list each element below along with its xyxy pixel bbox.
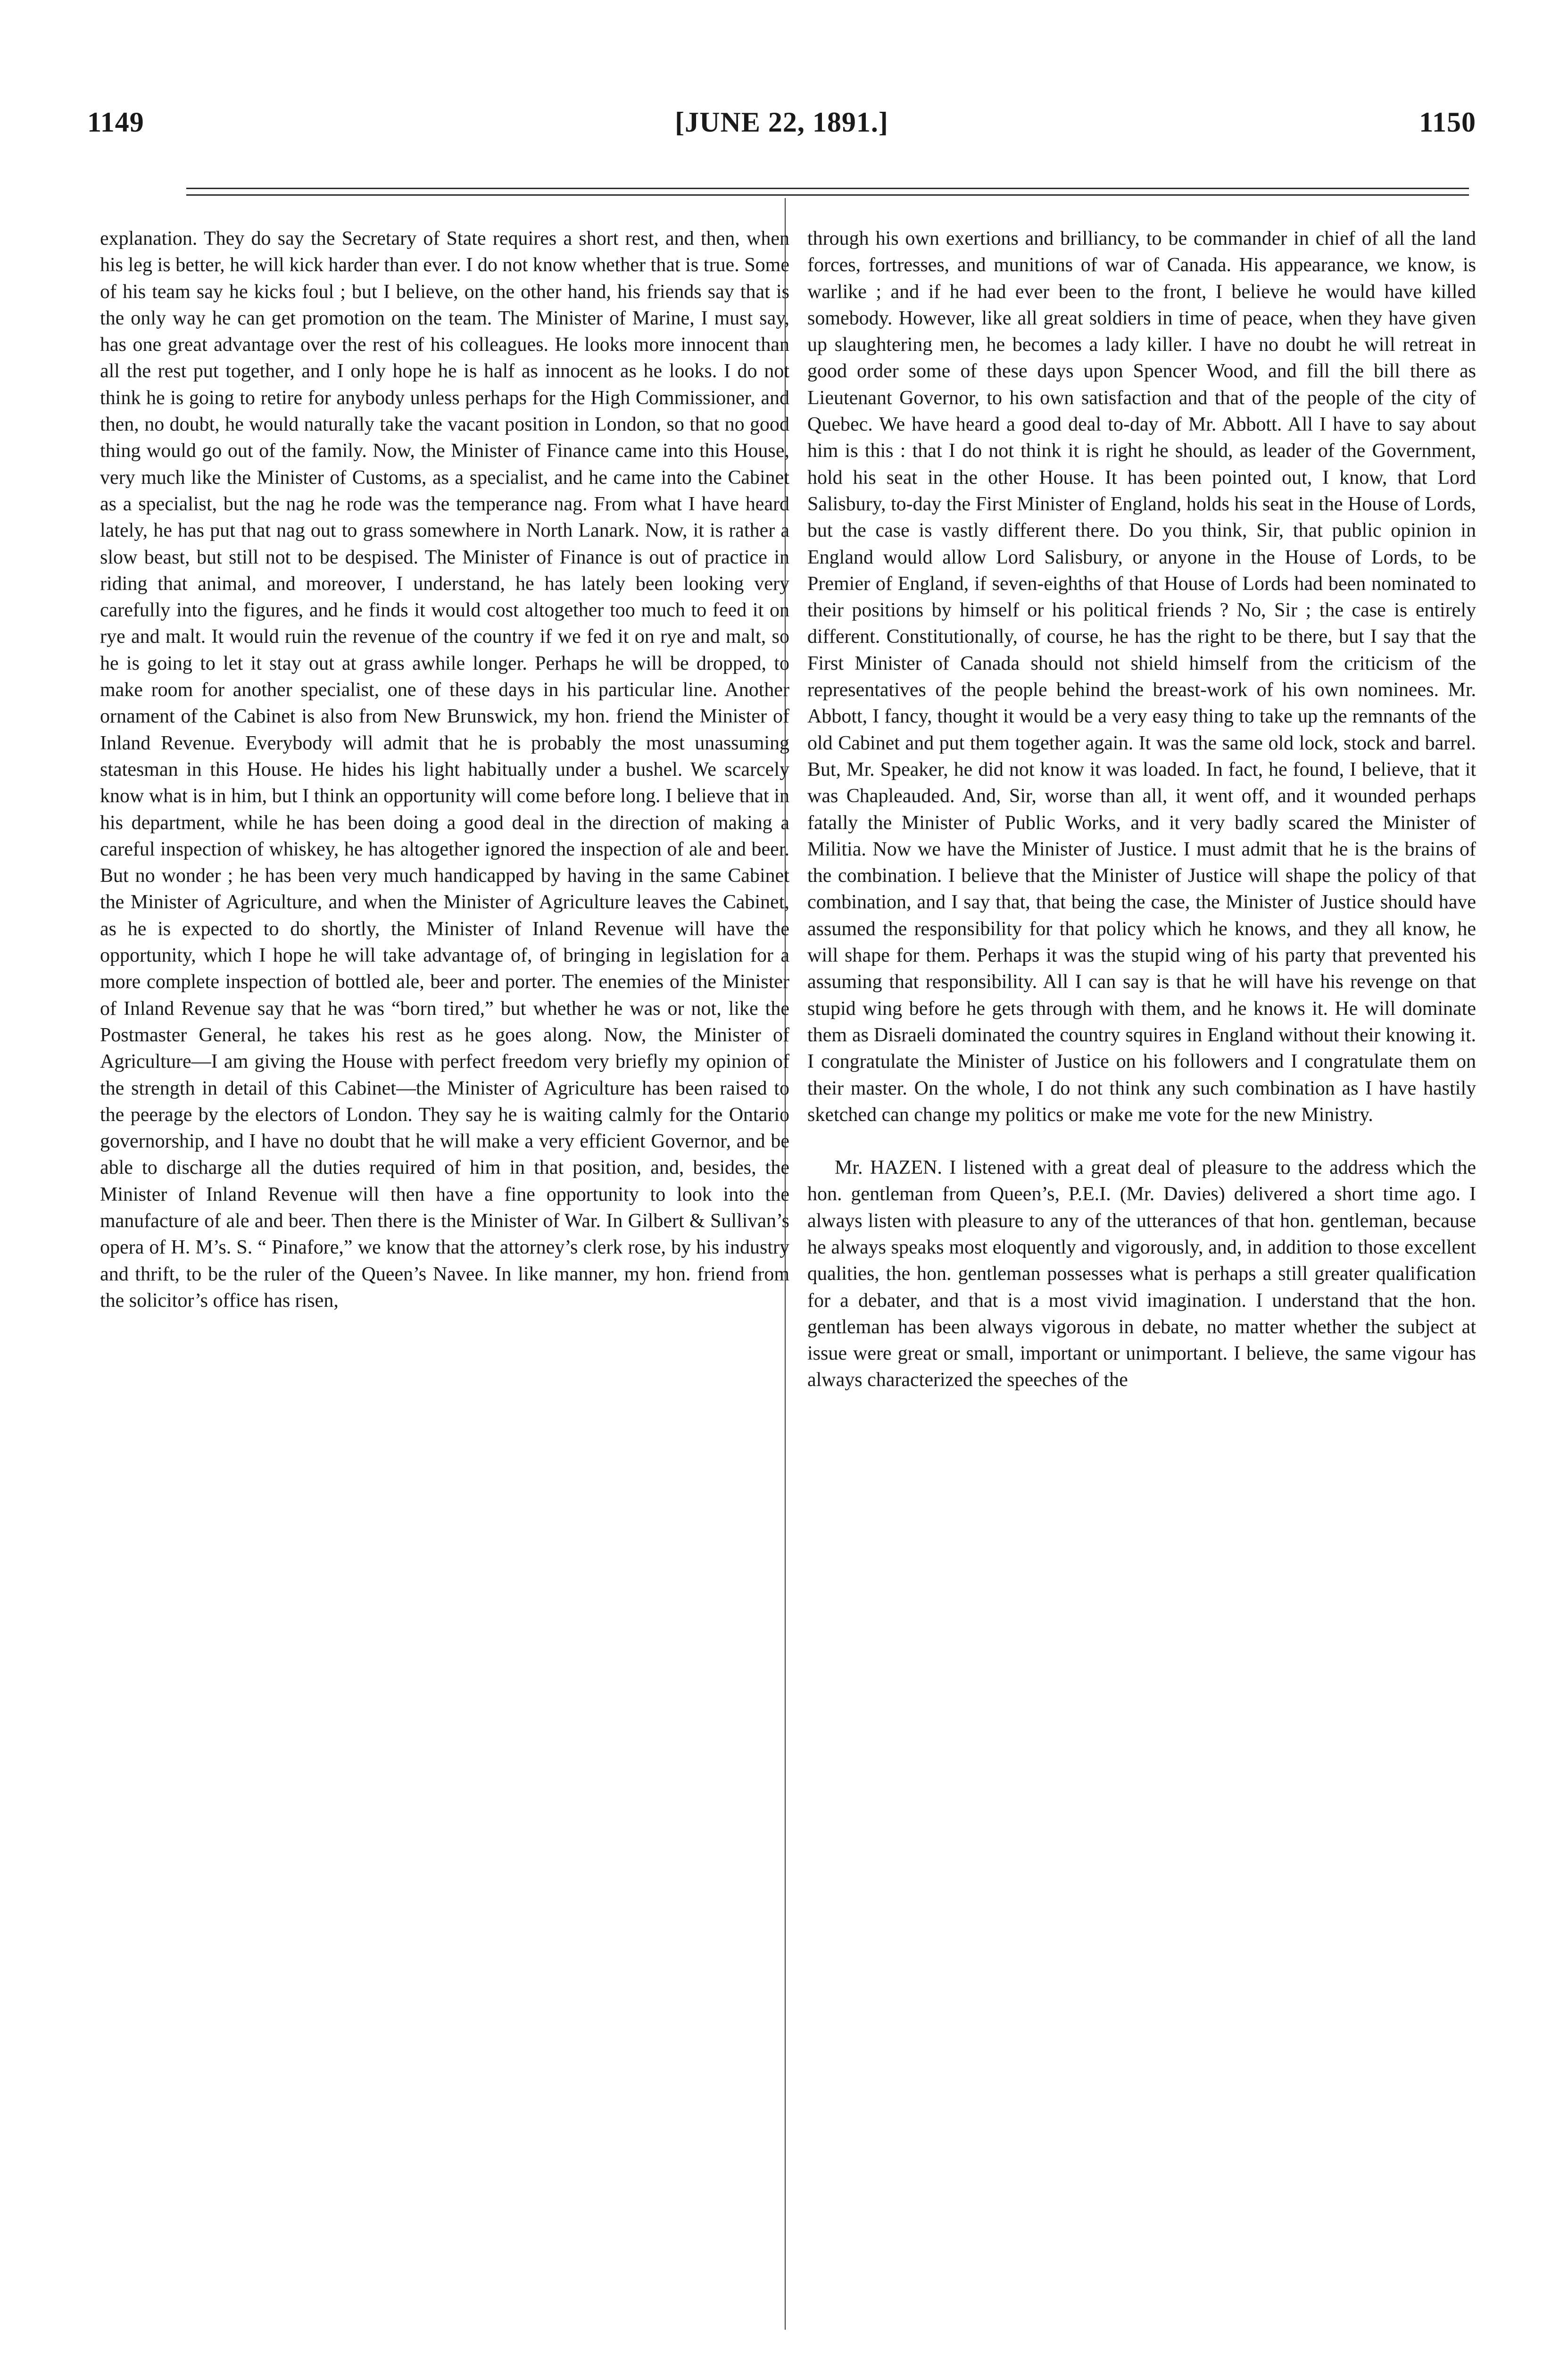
page-number-left: 1149 [87,107,144,138]
header-date: [JUNE 22, 1891.] [675,107,888,138]
page-number-right: 1150 [1419,107,1476,138]
left-column [100,225,789,1314]
hazen-speech-paragraph: Mr. HAZEN. I listened with a great deal of pleasure to the address which the hon. gentleman from Queen’s, P.E.I. (Mr. Davies) delivered a short time ago. I always listen with pleasure to any of the utterances of that hon. gentleman, because he always speaks most eloquently and vigorously, and, in addition to those excellent qualities, the hon. gentleman possesses what is perhaps a still greater qualification for a debater, and that is a most vivid imagination. I understand that the hon. gentleman has been always vigorous in debate, no matter whether the subject at issue were great or small, important or unimportant. I believe, the same vigour has always characterized the speeches of the [807,1157,1476,1391]
right-column-paragraph: through his own exertions and brilliancy, to be commander in chief of all the land forces, fortresses, and munitions of war of Canada. His appearance, we know, is warlike ; and if he had ever been to the front, I believe he would have killed somebody. However, like all great soldiers in time of peace, when they have given up slaughtering men, he becomes a lady killer. I have no doubt he will retreat in good order some of these days upon Spencer Wood, and fill the bill there as Lieutenant Governor, to his own satisfaction and that of the people of the city of Quebec. We have heard a good deal to-day of Mr. Abbott. All I have to say about him is this : that I do not think it is right he should, as leader of the Government, hold his seat in the other House. It has been pointed out, I know, that Lord Salisbury, to-day the First Minister of England, holds his seat in the House of Lords, but the case is vastly different there. Do you think, Sir, that public opinion in England would allow Lord Salisbury, or anyone in the House of Lords, to be Premier of England, if seven-eighths of that House of Lords had been nominated to their positions by himself or his political friends ? No, Sir ; the case is entirely different. Constitutionally, of course, he has the right to be there, but I say that the First Minister of Canada should not shield himself from the criticism of the representatives of the people behind the breast-work of his own nominees. Mr. Abbott, I fancy, thought it would be a very easy thing to take up the remnants of the old Cabinet and put them together again. It was the same old lock, stock and barrel. But, Mr. Speaker, he did not know it was loaded. In fact, he found, I believe, that it was Chapleauded. And, Sir, worse than all, it went off, and it wounded perhaps fatally the Minister of Public Works, and it very badly scared the Minister of Militia. Now we have the Minister of Justice. I must admit that he is the brains of the combination. I believe that the Minister of Justice will shape the policy of that combination, and I say that, that being the case, the Minister of Justice should have assumed the responsibility for that policy which he knows, and they all know, he will shape for them. Perhaps it was the stupid wing of his party that prevented his assuming that responsibility. All I can say is that he will have his revenge on that stupid wing before he gets through with them, and he knows it. He will dominate them as Disraeli dominated the country squires in England without their knowing it. I congratulate the Minister of Justice on his followers and I congratulate them on their master. On the whole, I do not think any such combination as I have hastily sketched can change my politics or make me vote for the new Ministry. [807,228,1476,1126]
header-rule-bottom [186,194,1469,196]
header-rule-top [186,188,1469,189]
left-column-paragraph: explanation. They do say the Secretary of State requires a short rest, and then, when his leg is better, he will kick harder than ever. I do not know whether that is true. Some of his team say he kicks foul ; but I believe, on the other hand, his friends say that is the only way he can get promotion on the team. The Minister of Marine, I must say, has one great advantage over the rest of his colleagues. He looks more innocent than all the rest put together, and I only hope he is half as innocent as he looks. I do not think he is going to retire for anybody unless perhaps for the High Commissioner, and then, no doubt, he would naturally take the vacant position in London, so that no good thing would go out of the family. Now, the Minister of Finance came into this House, very much like the Minister of Customs, as a specialist, and he came into the Cabinet as a specialist, but the nag he rode was the temperance nag. From what I have heard lately, he has put that nag out to grass somewhere in North Lanark. Now, it is rather a slow beast, but still not to be despised. The Minister of Finance is out of practice in riding that animal, and moreover, I understand, he has lately been looking very carefully into the figures, and he finds it would cost altogether too much to feed it on rye and malt. It would ruin the revenue of the country if we fed it on rye and malt, so he is going to let it stay out at grass awhile longer. Perhaps he will be dropped, to make room for another specialist, one of these days in his particular line. Another ornament of the Cabinet is also from New Brunswick, my hon. friend the Minister of Inland Revenue. Everybody will admit that he is probably the most unassuming statesman in this House. He hides his light habitually under a bushel. We scarcely know what is in him, but I think an opportunity will come before long. I believe that in his department, while he has been doing a good deal in the direction of making a careful inspection of whiskey, he has altogether ignored the inspection of ale and beer. But no wonder ; he has been very much handicapped by having in the same Cabinet the Minister of Agriculture, and when the Minister of Agriculture leaves the Cabinet, as he is expected to do shortly, the Minister of Inland Revenue will have the opportunity, which I hope he will take advantage of, of bringing in legislation for a more complete inspection of bottled ale, beer and porter. The enemies of the Minister of Inland Revenue say that he was “born tired,” but whether he was or not, like the Postmaster General, he takes his rest as he goes along. Now, the Minister of Agriculture—I am giving the House with perfect freedom very briefly my opinion of the strength in detail of this Cabinet—the Minister of Agriculture has been raised to the peerage by the electors of London. They say he is waiting calmly for the Ontario governorship, and I have no doubt that he will make a very efficient Governor, and be able to discharge all the duties required of him in that position, and, besides, the Minister of Inland Revenue will then have a fine opportunity to look into the manufacture of ale and beer. Then there is the Minister of War. In Gilbert & Sullivan’s opera of H. M’s. S. “ Pinafore,” we know that the attorney’s clerk rose, by his industry and thrift, to be the ruler of the Queen’s Navee. In like manner, my hon. friend from the solicitor’s office has risen, [100,228,789,1312]
page-header [87,106,1476,153]
right-column [807,225,1476,1394]
